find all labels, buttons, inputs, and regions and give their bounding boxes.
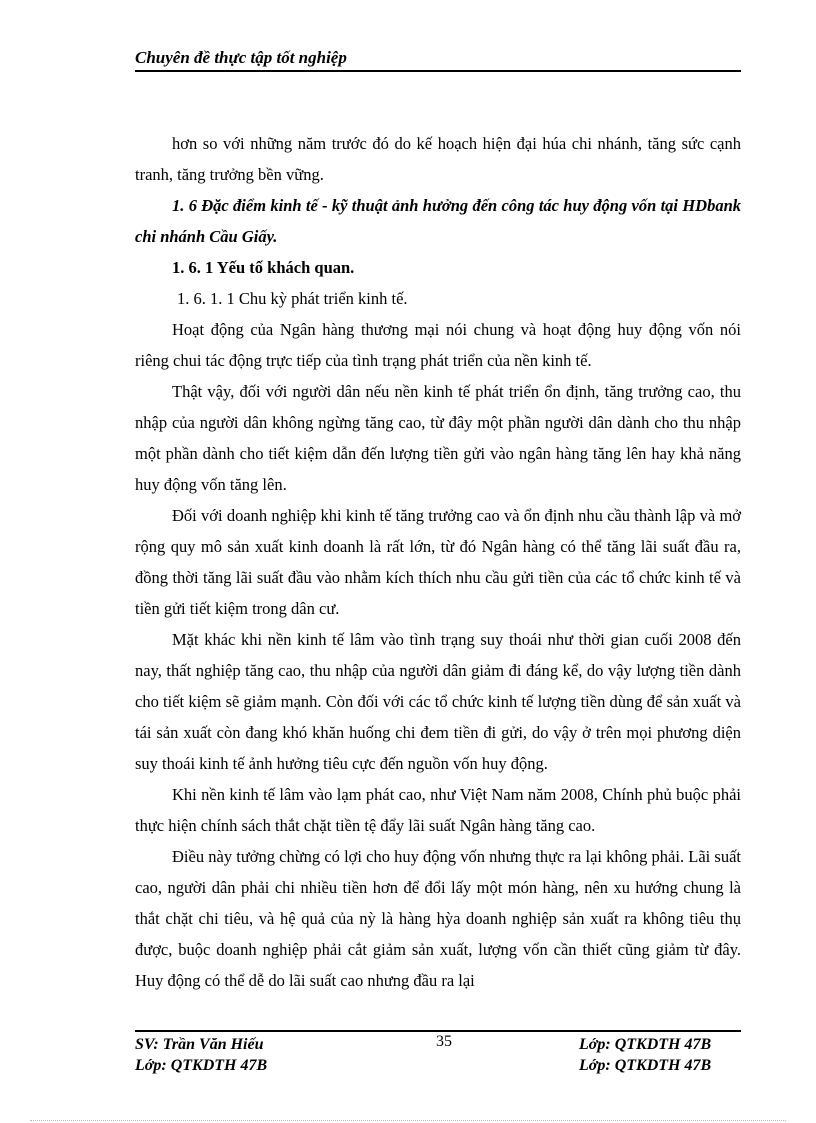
section-heading: 1. 6 Đặc điểm kinh tế - kỹ thuật ảnh hưởng đến công tác huy động vốn tại HDbank chi nhánh Cầu Giấy. [135,196,741,246]
header-divider [135,70,741,72]
footer-student: SV: Trần Văn Hiếu [135,1036,264,1053]
paragraph: Hoạt động của Ngân hàng thương mại nói chung và hoạt động huy động vốn nói riêng chui tác động trực tiếp của tình trạng phát triển của nền kinh tế. [135,320,741,370]
paragraph: Mặt khác khi nền kinh tế lâm vào tình trạng suy thoái như thời gian cuối 2008 đến nay, thất nghiệp tăng cao, thu nhập của người dân giảm đi đáng kể, do vậy lượng tiền dành cho tiết kiệm sẽ giảm mạnh. Còn đối với các tổ chức kinh tế lượng tiền dùng để sản xuất và tái sản xuất còn đang khó khăn huống chi đem tiền đi gửi, do vậy ở trên mọi phương diện suy thoái kinh tế ảnh hưởng tiêu cực đến nguồn vốn huy động. [135,630,741,773]
footer-divider [135,1030,741,1032]
subsubsection-heading: 1. 6. 1. 1 Chu kỳ phát triển kinh tế. [177,289,408,308]
paragraph: Thật vậy, đối với người dân nếu nền kinh tế phát triển ổn định, tăng trưởng cao, thu nhập của người dân không ngừng tăng cao, từ đây một phần người dân dành cho thu nhập một phần dành cho tiết kiệm dẫn đến lượng tiền gửi vào ngân hàng tăng lên hay khả năng huy động vốn tăng lên. [135,382,741,494]
page-bottom-edge [30,1120,786,1121]
page-number: 35 [436,1033,452,1050]
paragraph: Khi nền kinh tế lâm vào lạm phát cao, như Việt Nam năm 2008, Chính phủ buộc phải thực hiện chính sách thắt chặt tiền tệ đẩy lãi suất Ngân hàng tăng cao. [135,785,741,835]
paragraph: Điều này tưởng chừng có lợi cho huy động vốn nhưng thực ra lại không phải. Lãi suất cao, người dân phải chi nhiều tiền hơn để đổi lấy một món hàng, nên xu hướng chung là thắt chặt chi tiêu, và hệ quả của nỳ là hàng hỳa doanh nghiệp sản xuất ra không tiêu thụ được, buộc doanh nghiệp phải cắt giảm sản xuất, lượng vốn cần thiết cũng giảm từ đây. Huy động có thể dễ do lãi suất cao nhưng đầu ra lại [135,847,741,990]
header-title: Chuyên đề thực tập tốt nghiệp [135,48,347,67]
footer-class-right-2: Lớp: QTKDTH 47B [579,1057,712,1074]
subsection-heading: 1. 6. 1 Yếu tố khách quan. [172,258,355,277]
paragraph-continuation: hơn so với những năm trước đó do kế hoạch hiện đại húa chi nhánh, tăng sức cạnh tranh, tăng trưởng bền vững. [135,134,741,184]
footer-class-left: Lớp: QTKDTH 47B [135,1057,268,1074]
footer-class-right: Lớp: QTKDTH 47B [579,1036,712,1053]
document-body [135,128,741,996]
paragraph: Đối với doanh nghiệp khi kinh tế tăng trưởng cao và ổn định nhu cầu thành lập và mở rộng quy mô sản xuất kinh doanh là rất lớn, từ đó Ngân hàng có thể tăng lãi suất đầu ra, đồng thời tăng lãi suất đầu vào nhằm kích thích nhu cầu gửi tiền của các tổ chức kinh tế và tiền gửi tiết kiệm trong dân cư. [135,506,741,618]
